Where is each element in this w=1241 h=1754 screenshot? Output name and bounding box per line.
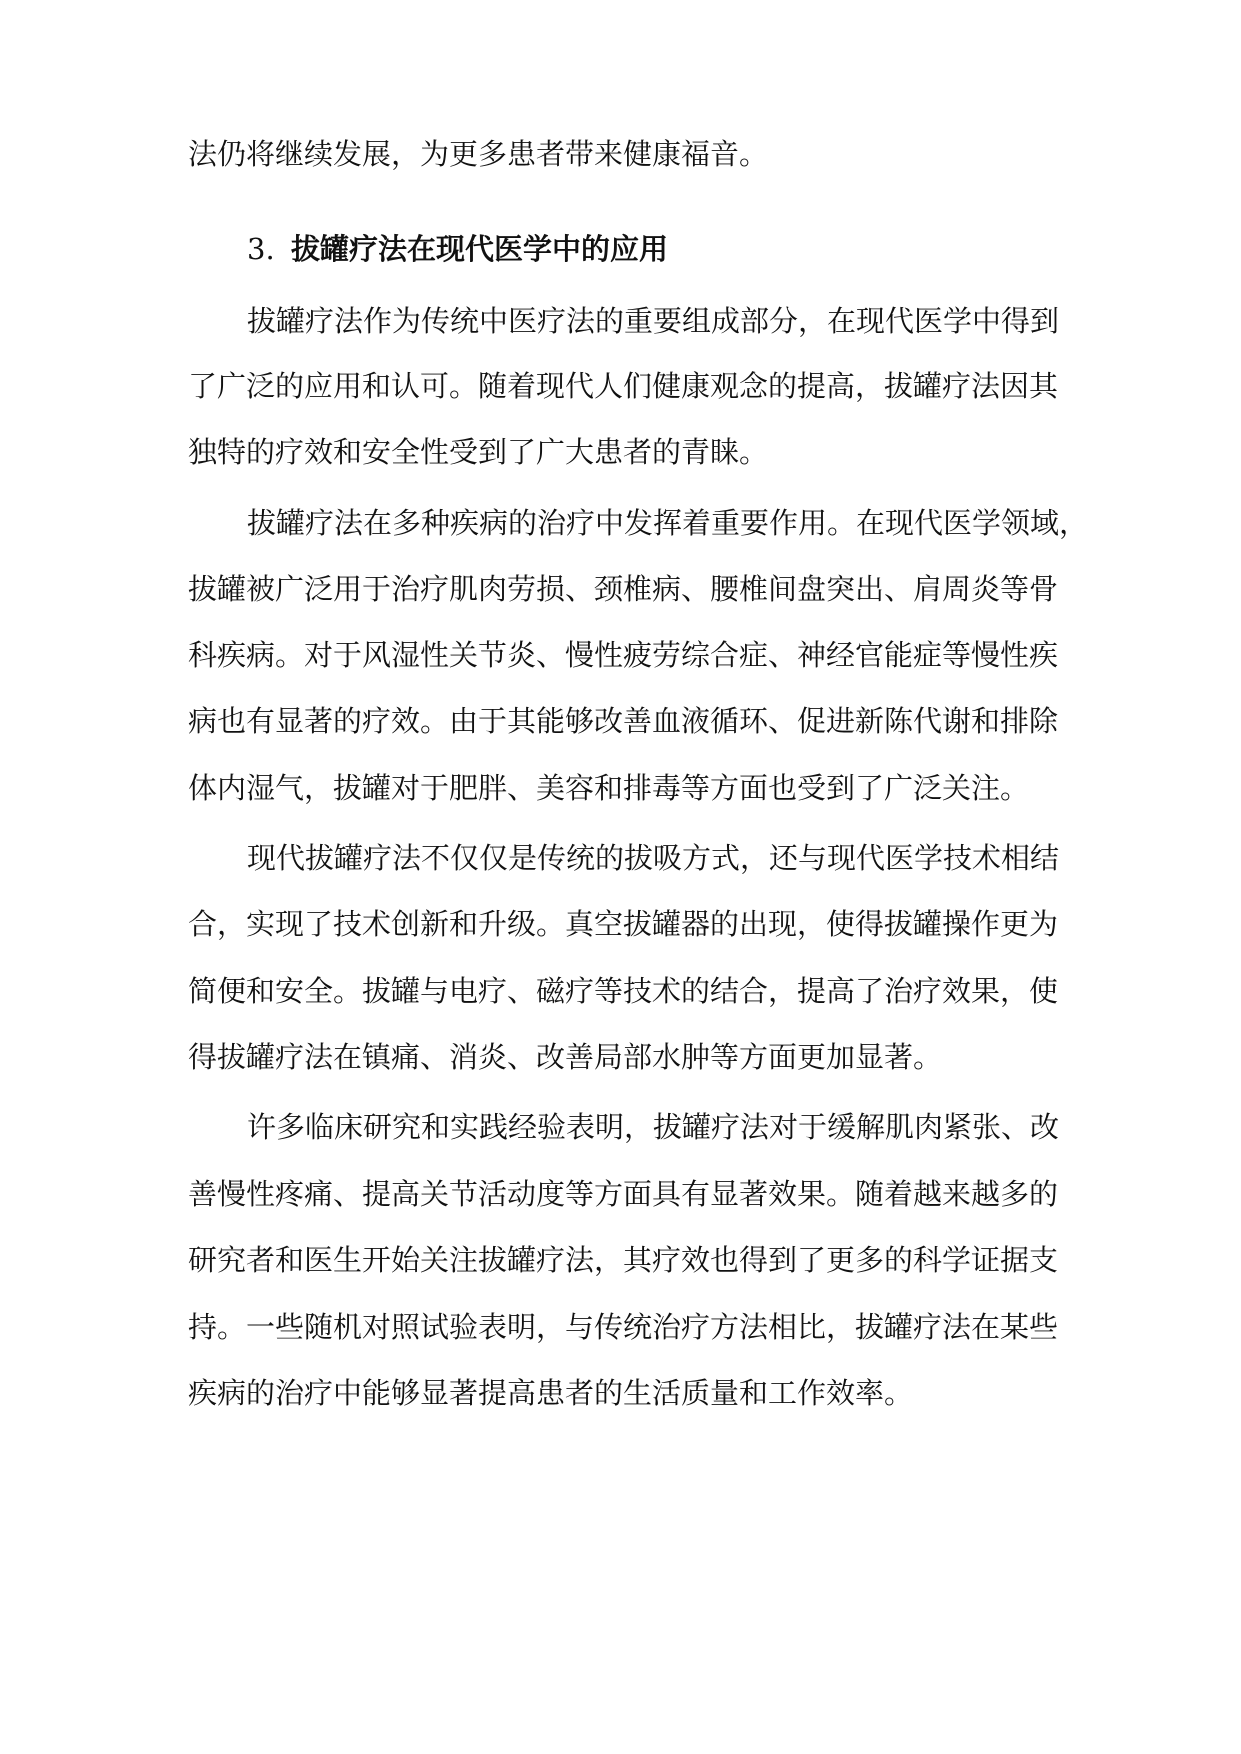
paragraph-line: 研究者和医生开始关注拔罐疗法，其疗效也得到了更多的科学证据支	[188, 1243, 1059, 1277]
section-title: 拔罐疗法在现代医学中的应用	[291, 232, 669, 266]
paragraph-line: 许多临床研究和实践经验表明，拔罐疗法对于缓解肌肉紧张、改	[247, 1110, 1060, 1144]
paragraph-line: 了广泛的应用和认可。随着现代人们健康观念的提高，拔罐疗法因其	[188, 369, 1059, 403]
paragraph-line: 疾病的治疗中能够显著提高患者的生活质量和工作效率。	[188, 1376, 914, 1410]
paragraph-line: 拔罐疗法作为传统中医疗法的重要组成部分，在现代医学中得到	[247, 304, 1060, 338]
paragraph-line: 体内湿气，拔罐对于肥胖、美容和排毒等方面也受到了广泛关注。	[188, 771, 1030, 805]
paragraph-line: 现代拔罐疗法不仅仅是传统的拔吸方式，还与现代医学技术相结	[247, 841, 1060, 875]
paragraph-line: 得拔罐疗法在镇痛、消炎、改善局部水肿等方面更加显著。	[188, 1040, 943, 1074]
paragraph-line: 持。一些随机对照试验表明，与传统治疗方法相比，拔罐疗法在某些	[188, 1310, 1059, 1344]
paragraph-line: 简便和安全。拔罐与电疗、磁疗等技术的结合，提高了治疗效果，使	[188, 974, 1059, 1008]
paragraph-line: 拔罐疗法在多种疾病的治疗中发挥着重要作用。在现代医学领域，	[247, 506, 1089, 540]
section-number: 3.	[247, 232, 275, 266]
intro-line: 法仍将继续发展，为更多患者带来健康福音。	[188, 137, 769, 171]
paragraph-line: 独特的疗效和安全性受到了广大患者的青睐。	[188, 435, 769, 469]
paragraph-line: 合，实现了技术创新和升级。真空拔罐器的出现，使得拔罐操作更为	[188, 907, 1059, 941]
section-heading	[247, 229, 1058, 269]
paragraph-line: 科疾病。对于风湿性关节炎、慢性疲劳综合症、神经官能症等慢性疾	[188, 638, 1059, 672]
paragraph-line: 病也有显著的疗效。由于其能够改善血液循环、促进新陈代谢和排除	[188, 704, 1059, 738]
paragraph-line: 拔罐被广泛用于治疗肌肉劳损、颈椎病、腰椎间盘突出、肩周炎等骨	[188, 572, 1059, 606]
paragraph-line: 善慢性疼痛、提高关节活动度等方面具有显著效果。随着越来越多的	[188, 1177, 1059, 1211]
